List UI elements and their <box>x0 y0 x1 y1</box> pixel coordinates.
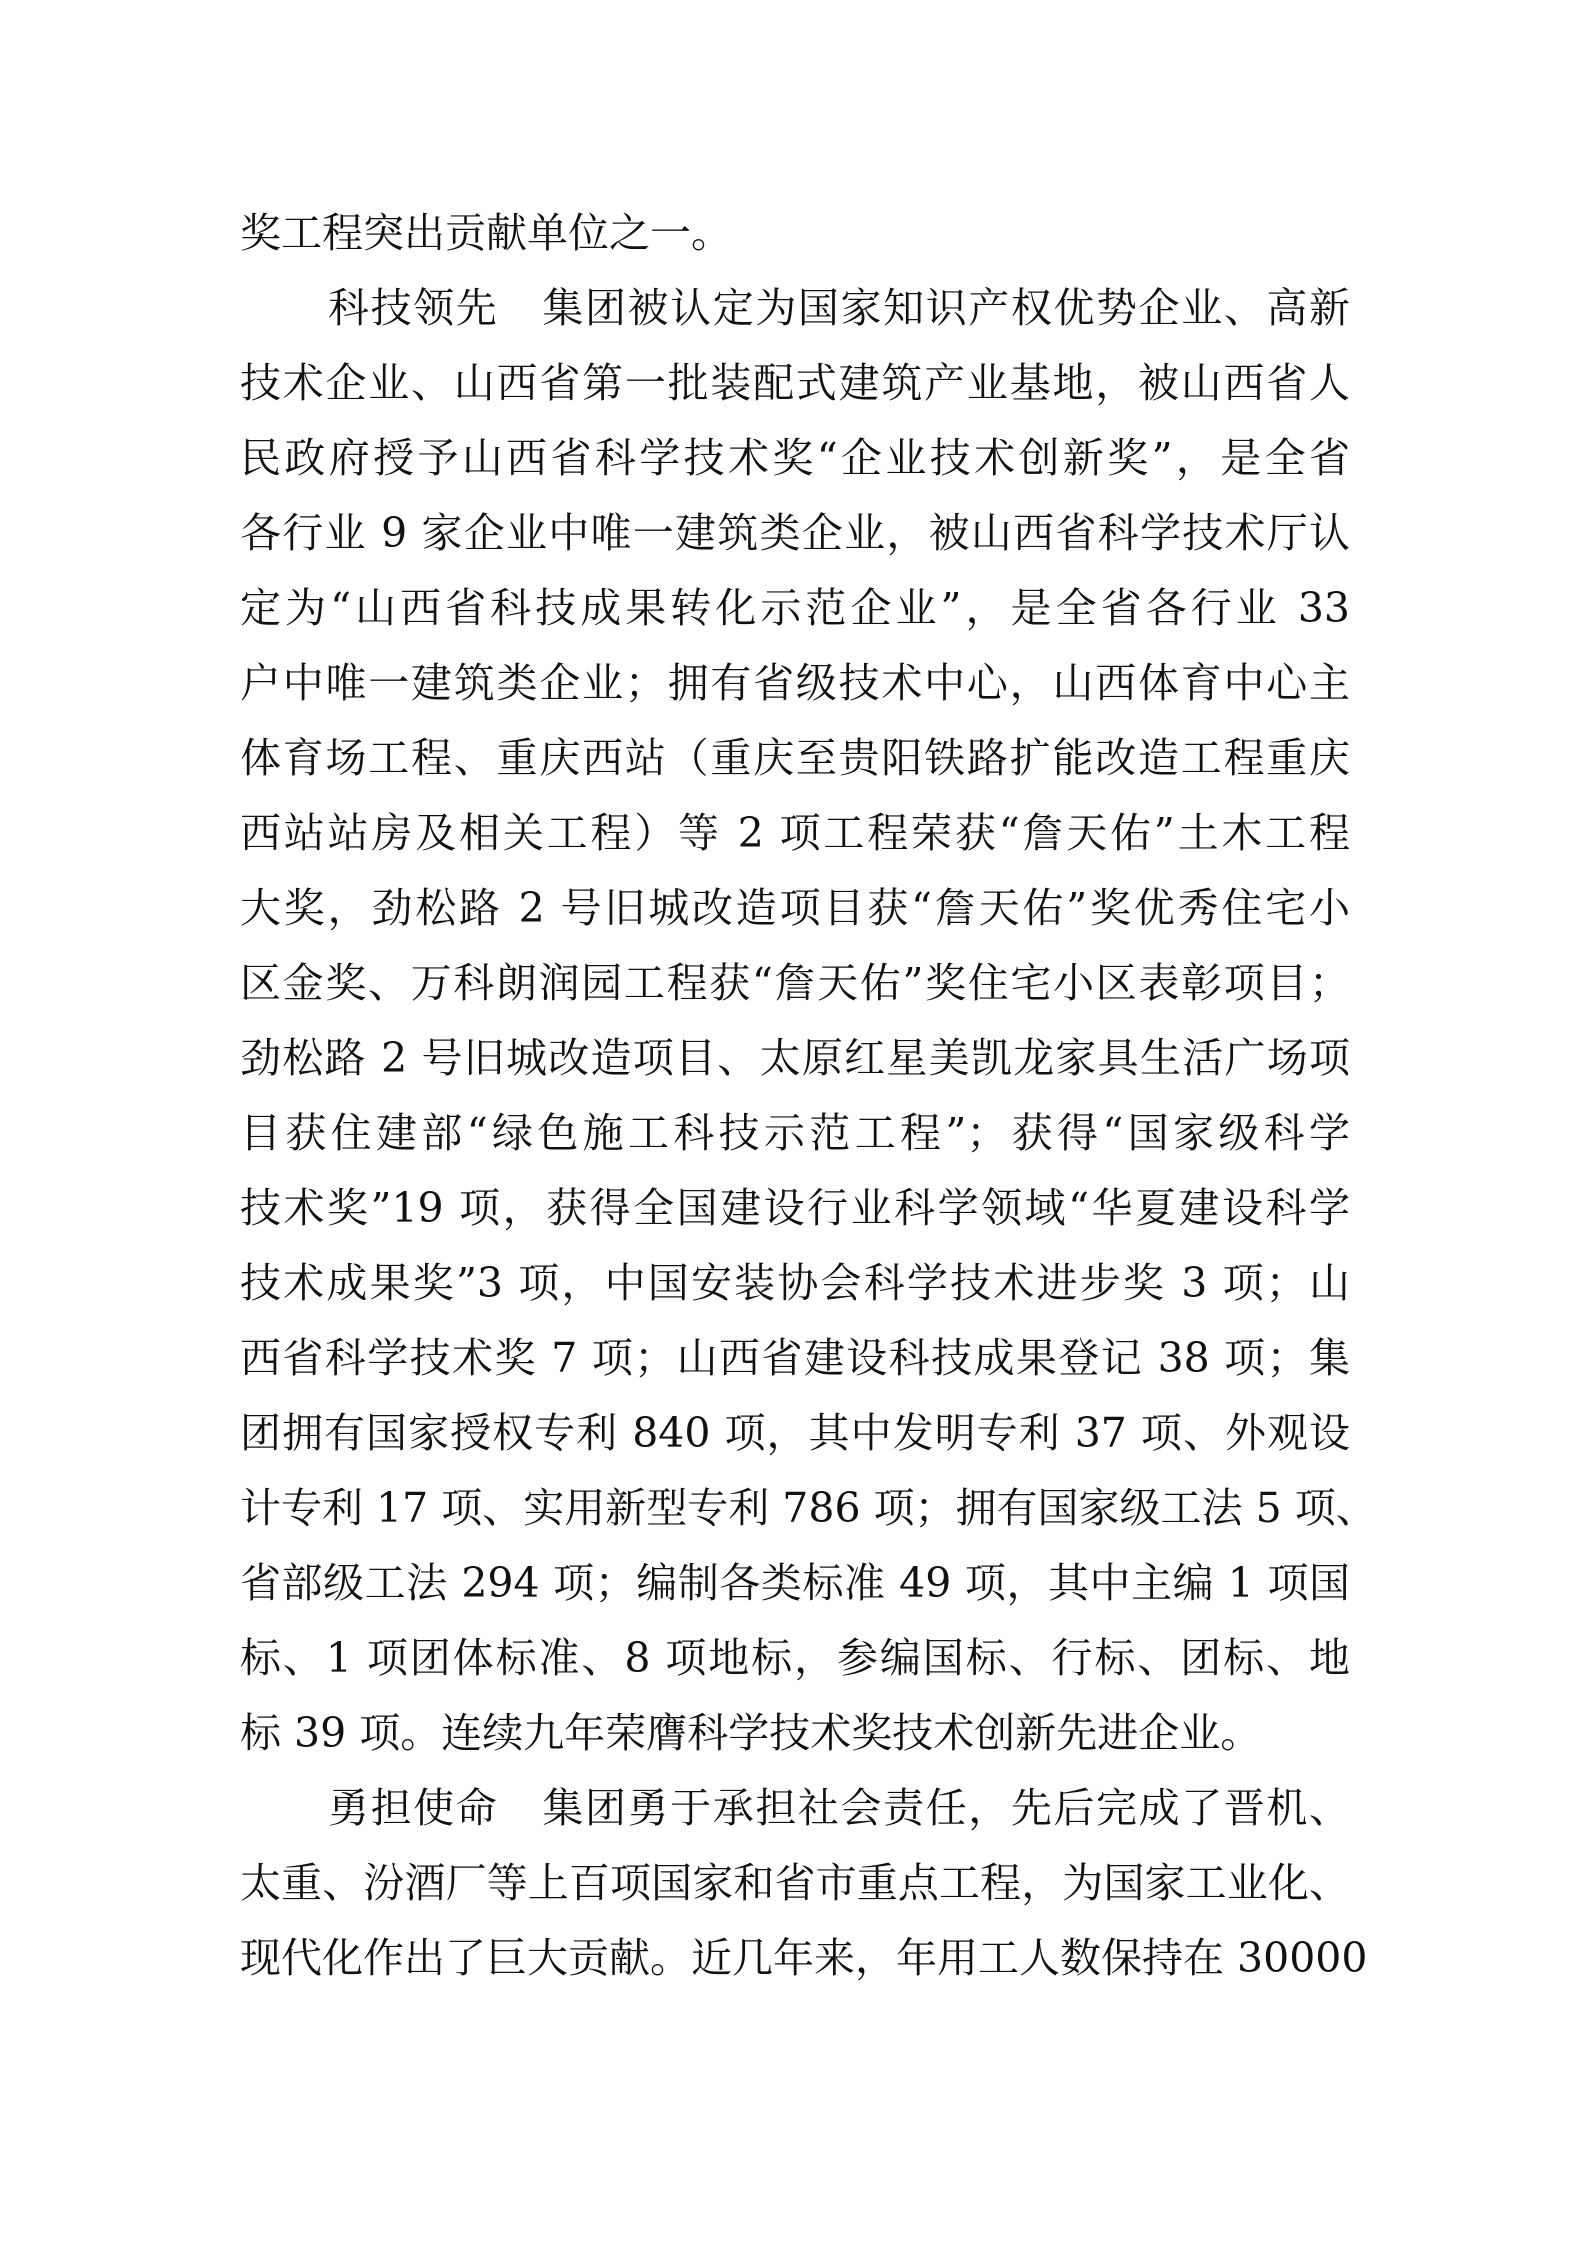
paragraph-line: 标 39 项。连续九年荣膺科学技术奖技术创新先进企业。 <box>240 1709 1262 1757</box>
paragraph-line: 各行业 9 家企业中唯一建筑类企业，被山西省科学技术厅认 <box>240 509 1350 557</box>
body-text <box>240 208 1377 2008</box>
paragraph-line: 劲松路 2 号旧城改造项目、太原红星美凯龙家具生活广场项 <box>240 1034 1350 1082</box>
paragraph-line <box>240 1783 1350 1858</box>
section-heading-tech-leading: 科技领先 <box>328 284 499 332</box>
paragraph-line: 计专利 17 项、实用新型专利 786 项；拥有国家级工法 5 项、 <box>240 1484 1377 1532</box>
section-heading-mission: 勇担使命 <box>328 1784 499 1832</box>
paragraph-line: 技术奖”19 项，获得全国建设行业科学领域“华夏建设科学 <box>240 1184 1350 1232</box>
paragraph-line: 奖工程突出贡献单位之一。 <box>240 209 732 257</box>
paragraph-line: 技术成果奖”3 项，中国安装协会科学技术进步奖 3 项；山 <box>240 1259 1350 1307</box>
paragraph-line: 西省科学技术奖 7 项；山西省建设科技成果登记 38 项；集 <box>240 1334 1350 1382</box>
paragraph-line: 定为“山西省科技成果转化示范企业”，是全省各行业 33 <box>240 584 1350 632</box>
paragraph-line: 民政府授予山西省科学技术奖“企业技术创新奖”，是全省 <box>240 434 1350 482</box>
paragraph-line: 户中唯一建筑类企业；拥有省级技术中心，山西体育中心主 <box>240 659 1350 707</box>
paragraph-line: 技术企业、山西省第一批装配式建筑产业基地，被山西省人 <box>240 359 1350 407</box>
paragraph-line: 省部级工法 294 项；编制各类标准 49 项，其中主编 1 项国 <box>240 1559 1350 1607</box>
paragraph-line-text: 集团勇于承担社会责任，先后完成了晋机、 <box>542 1784 1351 1832</box>
paragraph-line: 团拥有国家授权专利 840 项，其中发明专利 37 项、外观设 <box>240 1409 1350 1457</box>
paragraph-line: 体育场工程、重庆西站（重庆至贵阳铁路扩能改造工程重庆 <box>240 734 1350 782</box>
paragraph-line: 西站站房及相关工程）等 2 项工程荣获“詹天佑”土木工程 <box>240 809 1350 857</box>
paragraph-line-text: 集团被认定为国家知识产权优势企业、高新 <box>542 284 1351 332</box>
paragraph-line: 区金奖、万科朗润园工程获“詹天佑”奖住宅小区表彰项目； <box>240 959 1350 1007</box>
paragraph-line: 现代化作出了巨大贡献。近几年来，年用工人数保持在 30000 <box>240 1934 1368 1982</box>
paragraph-line: 太重、汾酒厂等上百项国家和省市重点工程，为国家工业化、 <box>240 1859 1350 1907</box>
paragraph-line: 标、1 项团体标准、8 项地标，参编国标、行标、团标、地 <box>240 1634 1350 1682</box>
paragraph-line: 目获住建部“绿色施工科技示范工程”；获得“国家级科学 <box>240 1109 1350 1157</box>
paragraph-line: 大奖，劲松路 2 号旧城改造项目获“詹天佑”奖优秀住宅小 <box>240 884 1350 932</box>
paragraph-line <box>240 283 1350 358</box>
